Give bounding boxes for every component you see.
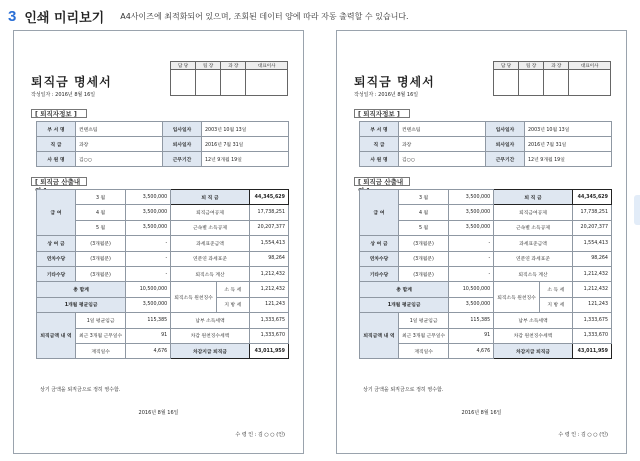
preview-page-2 — [336, 30, 627, 454]
section-description: A4사이즈에 최적화되어 있으며, 조회된 데이터 양에 따라 자동 출력할 수 있습니다. — [120, 11, 409, 21]
calc-section-title: [ 퇴직금 산출내 — [31, 177, 87, 186]
calc-section-title: [ 퇴직금 산출내 — [354, 177, 410, 186]
preview-header — [8, 6, 409, 26]
recipient-signature: 수 령 인 : 김 ○ ○ (인) — [558, 432, 608, 438]
section-title: 인쇄 미리보기 — [24, 10, 105, 26]
sign-date: 2016년 8월 16일 — [461, 410, 502, 416]
approval-box: 담 당 팀 장 과 장 대표이사 — [170, 61, 288, 96]
receipt-note: 상기 금액을 퇴직금으로 정히 영수함. — [40, 387, 121, 393]
info-section-title: [ 퇴직자정보 ] — [354, 109, 410, 118]
step-number: 3 — [8, 7, 17, 25]
retiree-info-table: 부 서 명 컨텐츠팀 입사일자 2003년 10월 13일 직 급 과장 퇴사일자 2016년 7월 31일 사 원 명 김○○ 근무기간 12년 9개월 19일 — [359, 121, 612, 167]
scroll-edge — [634, 195, 640, 225]
retiree-info-table: 부 서 명 컨텐츠팀 입사일자 2003년 10월 13일 직 급 과장 퇴사일자 2016년 7월 31일 사 원 명 김○○ 근무기간 12년 9개월 19일 — [36, 121, 289, 167]
approval-box: 담 당 팀 장 과 장 대표이사 — [493, 61, 611, 96]
preview-page-1 — [13, 30, 304, 454]
recipient-signature: 수 령 인 : 김 ○ ○ (인) — [235, 432, 285, 438]
severance-calc-table: 급 여 3 월 3,500,000 퇴 직 금 44,345,629 4 월 3,500,000 퇴직금여공제 17,738,251 5 월 3,500,000 근속별 소득공제 20,207,377 상 여 금 (3개월분) - 과세표준금액 1,554,413 연차수당 (3개월분) - 연분연 과세표준 98,264 기타수당 (3개월분) - 퇴직소득 계산 1,212,432 총 합계 10,500,000 퇴직소득 원천징수 소 득 세 1,212,432 1개월 평균임금 3,500,000 지 방 세 121,243 퇴직금액 내 역 1일 평균임금 115,385 납부 소득세액 1,333,675 최근 3개월 근무일수 91 차감 원천징수세액 1,333,670 재직일수 4,676 차감지급 퇴직금 43,011,959 — [359, 189, 612, 359]
receipt-note: 상기 금액을 퇴직금으로 정히 영수함. — [363, 387, 444, 393]
document-title: 퇴직금 명세서 — [31, 75, 112, 89]
document-title: 퇴직금 명세서 — [354, 75, 435, 89]
document-date: 작성일자 : 2016년 8월 16일 — [354, 92, 419, 98]
document-date: 작성일자 : 2016년 8월 16일 — [31, 92, 96, 98]
sign-date: 2016년 8월 16일 — [138, 410, 179, 416]
info-section-title: [ 퇴직자정보 ] — [31, 109, 87, 118]
severance-calc-table: 급 여 3 월 3,500,000 퇴 직 금 44,345,629 4 월 3,500,000 퇴직금여공제 17,738,251 5 월 3,500,000 근속별 소득공제 20,207,377 상 여 금 (3개월분) - 과세표준금액 1,554,413 연차수당 (3개월분) - 연분연 과세표준 98,264 기타수당 (3개월분) - 퇴직소득 계산 1,212,432 총 합계 10,500,000 퇴직소득 원천징수 소 득 세 1,212,432 1개월 평균임금 3,500,000 지 방 세 121,243 퇴직금액 내 역 1일 평균임금 115,385 납부 소득세액 1,333,675 최근 3개월 근무일수 91 차감 원천징수세액 1,333,670 재직일수 4,676 차감지급 퇴직금 43,011,959 — [36, 189, 289, 359]
